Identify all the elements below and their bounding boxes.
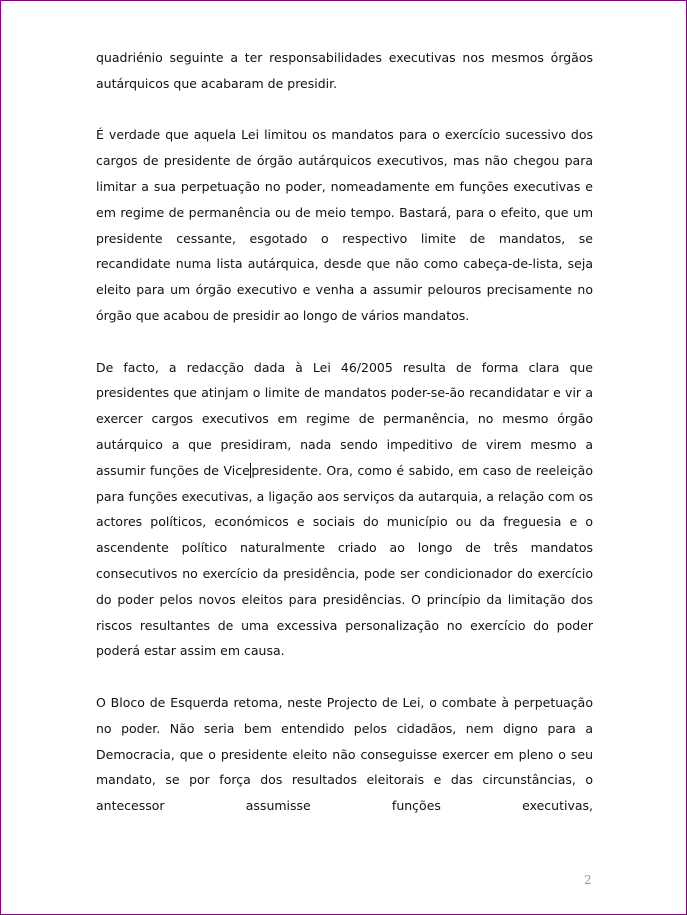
paragraph-3-before-cursor: De facto, a redacção dada à Lei 46/2005 resulta de forma clara que presidentes que atinjam o limite de mandatos poder-se-ão recandidatar e vir a exercer cargos executivos em regime de permanência, no mesmo órgão autárquico a que presidiram, nada sendo impeditivo de virem mesmo a assumir funções de Vice — [96, 359, 593, 478]
document-body[interactable] — [96, 45, 593, 819]
paragraph-2: É verdade que aquela Lei limitou os mandatos para o exercício sucessivo dos cargos de presidente de órgão autárquicos executivos, mas não chegou para limitar a sua perpetuação no poder, nomeadamente em funções executivas e em regime de permanência ou de meio tempo. Bastará, para o efeito, que um presidente cessante, esgotado o respectivo limite de mandatos, se recandidate numa lista autárquica, desde que não como cabeça-de-lista, seja eleito para um órgão executivo e venha a assumir pelouros precisamente no órgão que acabou de presidir ao longo de vários mandatos. — [96, 127, 593, 323]
paragraph-3-after-cursor: presidente. Ora, como é sabido, em caso de reeleição para funções executivas, a ligação aos serviços da autarquia, a relação com os actores políticos, económicos e sociais do município ou da freguesia e o ascendente político naturalmente criado ao longo de três mandatos consecutivos no exercício da presidência, pode ser condicionador do exercício do poder pelos novos eleitos para presidências. O princípio da limitação dos riscos resultantes de uma excessiva personalização no exercício do poder poderá estar assim em causa. — [96, 462, 593, 659]
paragraph-3 — [96, 355, 593, 665]
page-number: 2 — [584, 873, 592, 887]
paragraph-4: O Bloco de Esquerda retoma, neste Projecto de Lei, o combate à perpetuação no poder. Não seria bem entendido pelos cidadãos, nem digno para a Democracia, que o presidente eleito não conseguisse exercer em pleno o seu mandato, se por força dos resultados eleitorais e das circunstâncias, o antecessor assumisse funções executivas, — [96, 694, 593, 814]
paragraph-1: quadriénio seguinte a ter responsabilidades executivas nos mesmos órgãos autárquicos que acabaram de presidir. — [96, 50, 593, 91]
